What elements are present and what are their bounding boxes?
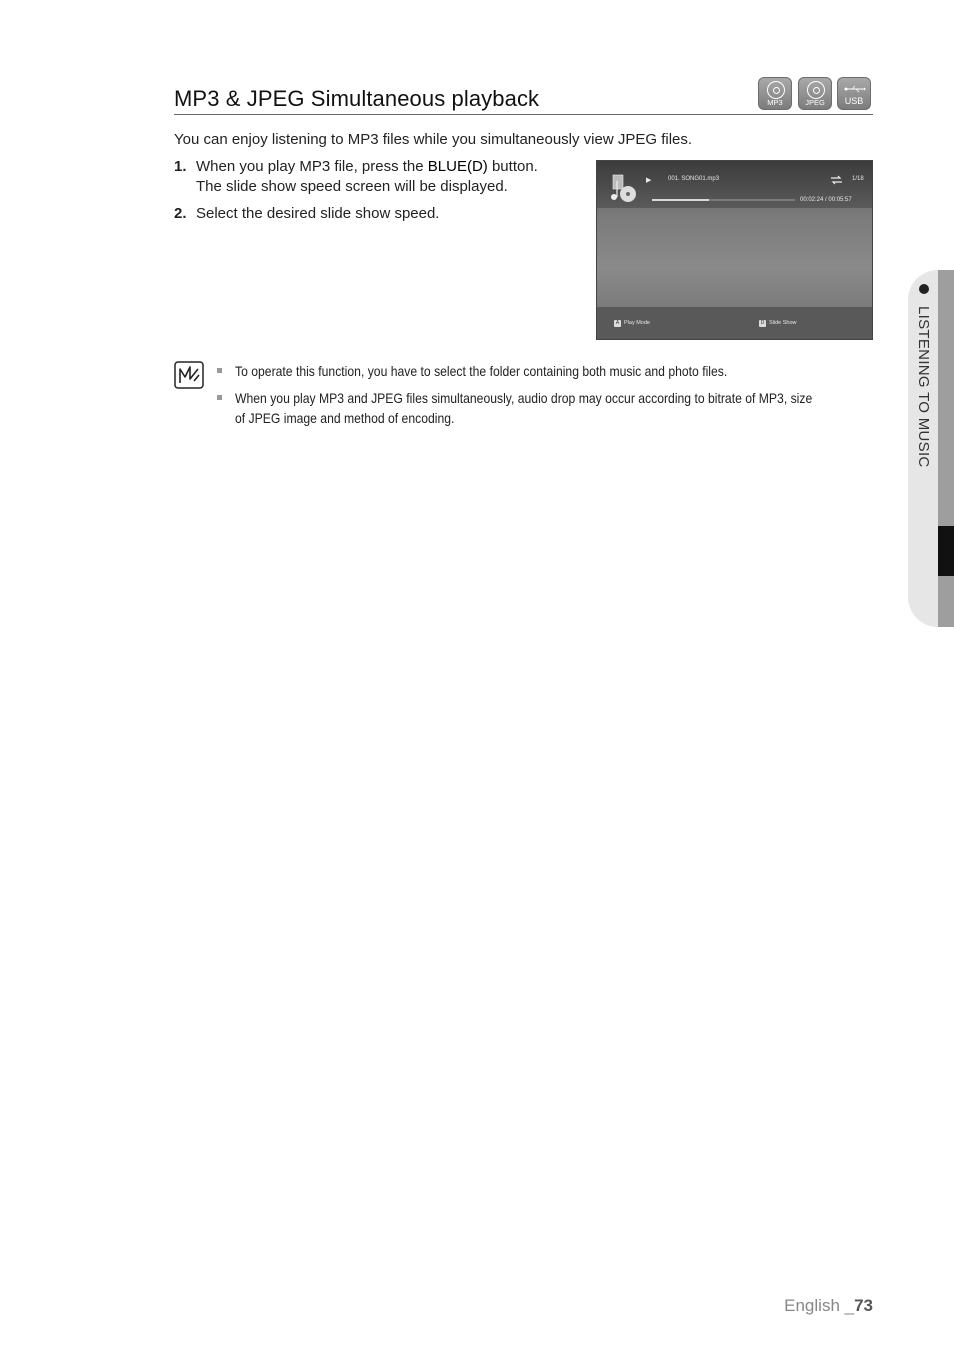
page-title: MP3 & JPEG Simultaneous playback (174, 86, 540, 111)
intro-text: You can enjoy listening to MP3 files while you simultaneously view JPEG files. (174, 131, 693, 148)
music-note-icon (609, 173, 639, 203)
jpeg-badge-label: JPEG (805, 98, 825, 107)
page-number: 73 (854, 1296, 873, 1315)
a-key-icon: A (615, 320, 620, 326)
slide-show-label: Slide Show (769, 320, 797, 326)
repeat-icon (830, 175, 843, 185)
track-name: 001. SONG01.mp3 (668, 176, 720, 182)
usb-icon (837, 77, 871, 110)
play-mode-label: Play Mode (624, 320, 650, 326)
track-count: 1/18 (852, 176, 864, 182)
usb-badge-label: USB (844, 96, 864, 106)
chapter-tab-marker (938, 526, 954, 576)
mp3-badge-label: MP3 (767, 98, 783, 107)
chapter-title: LISTENING TO MUSIC (915, 306, 932, 468)
d-key-icon: D (760, 320, 765, 326)
step-1-text-after: button. (487, 158, 538, 175)
note-1-bullet (217, 368, 222, 373)
chapter-bullet-icon (919, 284, 929, 294)
now-playing-bar (597, 161, 872, 208)
page-footer (784, 1296, 873, 1316)
blue-d-key: BLUE(D) (427, 158, 488, 175)
mp3-disc-icon (758, 77, 792, 110)
note-2-line-2: of JPEG image and method of encoding. (235, 410, 455, 426)
step-1-text (196, 158, 538, 175)
note-icon (174, 361, 204, 389)
step-1-line-2: The slide show speed screen will be displayed. (196, 178, 508, 195)
step-1-number: 1. (174, 158, 187, 175)
playback-time: 00:02:24 / 00:05:57 (800, 197, 852, 203)
step-2-text: Select the desired slide show speed. (196, 205, 440, 222)
step-1-text-before: When you play MP3 file, press the (196, 158, 428, 175)
note-2-bullet (217, 395, 222, 400)
note-2-line-1: When you play MP3 and JPEG files simultaneously, audio drop may occur according to bitrate of MP3, size (235, 390, 813, 406)
progress-bar (652, 199, 795, 201)
footer-language: English _ (784, 1296, 855, 1315)
step-2-number: 2. (174, 205, 187, 222)
playback-screen (596, 160, 873, 340)
play-icon: ▶ (646, 177, 652, 184)
title-divider (174, 114, 873, 115)
progress-fill (652, 199, 709, 201)
jpeg-disc-icon (798, 77, 832, 110)
screen-button-bar (597, 307, 872, 339)
note-1-text: To operate this function, you have to select the folder containing both music and photo files. (235, 363, 728, 379)
